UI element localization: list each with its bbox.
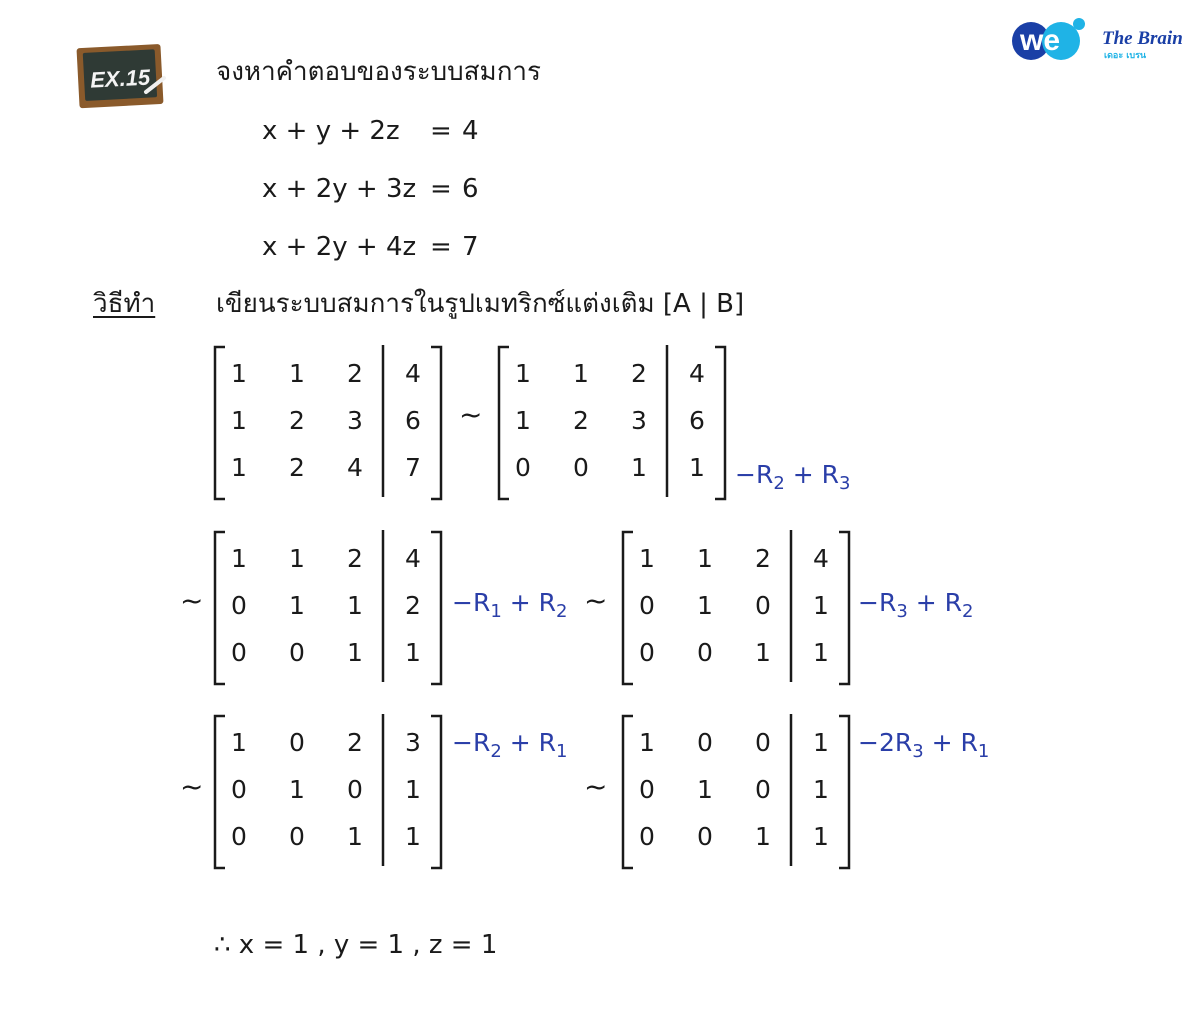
matrix-cell: 1 <box>231 359 247 388</box>
matrix-cell: 0 <box>231 822 247 851</box>
matrix-cell: 1 <box>347 822 363 851</box>
example-badge-label: EX.15 <box>89 64 151 93</box>
matrix-cell: 2 <box>289 453 305 482</box>
matrix-cell: 1 <box>515 359 531 388</box>
matrix-cell: 4 <box>405 544 421 573</box>
matrix-cell: 1 <box>697 775 713 804</box>
matrix-cell: 0 <box>515 453 531 482</box>
matrix-cell: 3 <box>631 406 647 435</box>
matrix-cell: 1 <box>639 728 655 757</box>
the-brain-logo-subtext: เดอะ เบรน <box>1104 51 1147 61</box>
matrix-cell: 1 <box>289 544 305 573</box>
matrix-cell: 0 <box>289 822 305 851</box>
equation-sign: = <box>430 174 452 204</box>
equivalence-tilde: ~ <box>459 398 483 431</box>
equation-row <box>262 232 479 262</box>
matrix-cell: 0 <box>289 728 305 757</box>
matrix-cell: 2 <box>347 728 363 757</box>
the-brain-logo-text: The Brain <box>1102 28 1183 49</box>
equivalence-tilde: ~ <box>180 584 204 617</box>
matrix-cell: 2 <box>755 544 771 573</box>
matrix-cell: 4 <box>813 544 829 573</box>
matrix-cell: 7 <box>405 453 421 482</box>
matrix-cell: 1 <box>631 453 647 482</box>
equation-row <box>262 174 479 204</box>
final-answer: ∴ x = 1 , y = 1 , z = 1 <box>214 930 498 960</box>
matrix-cell: 1 <box>813 775 829 804</box>
matrix-cell: 1 <box>231 544 247 573</box>
matrix-cell: 1 <box>697 544 713 573</box>
matrix-cell: 2 <box>347 544 363 573</box>
matrix-cell: 1 <box>289 775 305 804</box>
augmented-matrix-3 <box>213 530 443 686</box>
equation-rhs: 4 <box>462 116 479 146</box>
augmented-matrix-5 <box>213 714 443 870</box>
matrix-cell: 1 <box>347 638 363 667</box>
matrix-cell: 1 <box>231 728 247 757</box>
augmented-matrix-4 <box>621 530 851 686</box>
matrix-cell: 1 <box>813 822 829 851</box>
augmented-matrix-1 <box>213 345 443 501</box>
matrix-cell: 2 <box>405 591 421 620</box>
equation-sign: = <box>430 116 452 146</box>
we-logo-text: we <box>1020 24 1061 57</box>
augmented-matrix-2 <box>497 345 727 501</box>
row-operation: $-R_1 + R_2$ <box>452 588 568 622</box>
we-logo <box>1011 17 1087 61</box>
matrix-cell: 1 <box>405 822 421 851</box>
equivalence-tilde: ~ <box>584 770 608 803</box>
example-badge <box>76 42 168 108</box>
matrix-cell: 6 <box>689 406 705 435</box>
matrix-cell: 4 <box>347 453 363 482</box>
matrix-cell: 1 <box>289 359 305 388</box>
matrix-cell: 1 <box>755 822 771 851</box>
matrix-cell: 2 <box>347 359 363 388</box>
matrix-cell: 1 <box>697 591 713 620</box>
matrix-cell: 0 <box>639 591 655 620</box>
equivalence-tilde: ~ <box>584 584 608 617</box>
row-operation: $-R_3 + R_2$ <box>858 588 974 622</box>
matrix-cell: 0 <box>697 822 713 851</box>
matrix-cell: 1 <box>231 453 247 482</box>
matrix-cell: 1 <box>813 638 829 667</box>
the-brain-logo <box>1100 22 1183 62</box>
method-label: วิธีทำ <box>93 289 156 319</box>
matrix-cell: 1 <box>289 591 305 620</box>
matrix-cell: 0 <box>573 453 589 482</box>
matrix-cell: 0 <box>755 775 771 804</box>
matrix-cell: 0 <box>347 775 363 804</box>
matrix-cell: 3 <box>405 728 421 757</box>
equation-lhs: x + y + 2z <box>262 116 400 146</box>
question-title: จงหาคำตอบของระบบสมการ <box>216 57 541 87</box>
matrix-cell: 1 <box>231 406 247 435</box>
equivalence-tilde: ~ <box>180 770 204 803</box>
row-operation: $-R_2 + R_3$ <box>735 460 851 494</box>
equation-lhs: x + 2y + 3z <box>262 174 417 204</box>
matrix-cell: 2 <box>289 406 305 435</box>
row-operation: $-2R_3 + R_1$ <box>858 728 990 762</box>
matrix-cell: 4 <box>405 359 421 388</box>
matrix-cell: 0 <box>639 775 655 804</box>
augmented-matrix-6 <box>621 714 851 870</box>
matrix-cell: 2 <box>631 359 647 388</box>
matrix-cell: 1 <box>405 638 421 667</box>
matrix-cell: 0 <box>231 638 247 667</box>
matrix-cell: 0 <box>755 591 771 620</box>
matrix-cell: 0 <box>697 728 713 757</box>
matrix-cell: 1 <box>515 406 531 435</box>
equation-lhs: x + 2y + 4z <box>262 232 417 262</box>
row-operation: $-R_2 + R_1$ <box>452 728 568 762</box>
matrix-cell: 0 <box>231 775 247 804</box>
matrix-cell: 2 <box>573 406 589 435</box>
matrix-cell: 1 <box>813 591 829 620</box>
matrix-cell: 0 <box>639 638 655 667</box>
matrix-cell: 0 <box>231 591 247 620</box>
equation-rhs: 6 <box>462 174 479 204</box>
matrix-cell: 6 <box>405 406 421 435</box>
matrix-cell: 0 <box>639 822 655 851</box>
matrix-cell: 0 <box>697 638 713 667</box>
matrix-cell: 0 <box>755 728 771 757</box>
method-text: เขียนระบบสมการในรูปเมทริกซ์แต่งเติม [A | B] <box>216 289 745 319</box>
matrix-cell: 0 <box>289 638 305 667</box>
matrix-cell: 1 <box>755 638 771 667</box>
matrix-cell: 1 <box>639 544 655 573</box>
matrix-cell: 1 <box>573 359 589 388</box>
matrix-cell: 1 <box>813 728 829 757</box>
matrix-cell: 3 <box>347 406 363 435</box>
equation-sign: = <box>430 232 452 262</box>
matrix-cell: 1 <box>689 453 705 482</box>
matrix-cell: 1 <box>347 591 363 620</box>
matrix-cell: 1 <box>405 775 421 804</box>
equation-row <box>262 116 479 146</box>
matrix-cell: 4 <box>689 359 705 388</box>
equation-rhs: 7 <box>462 232 479 262</box>
